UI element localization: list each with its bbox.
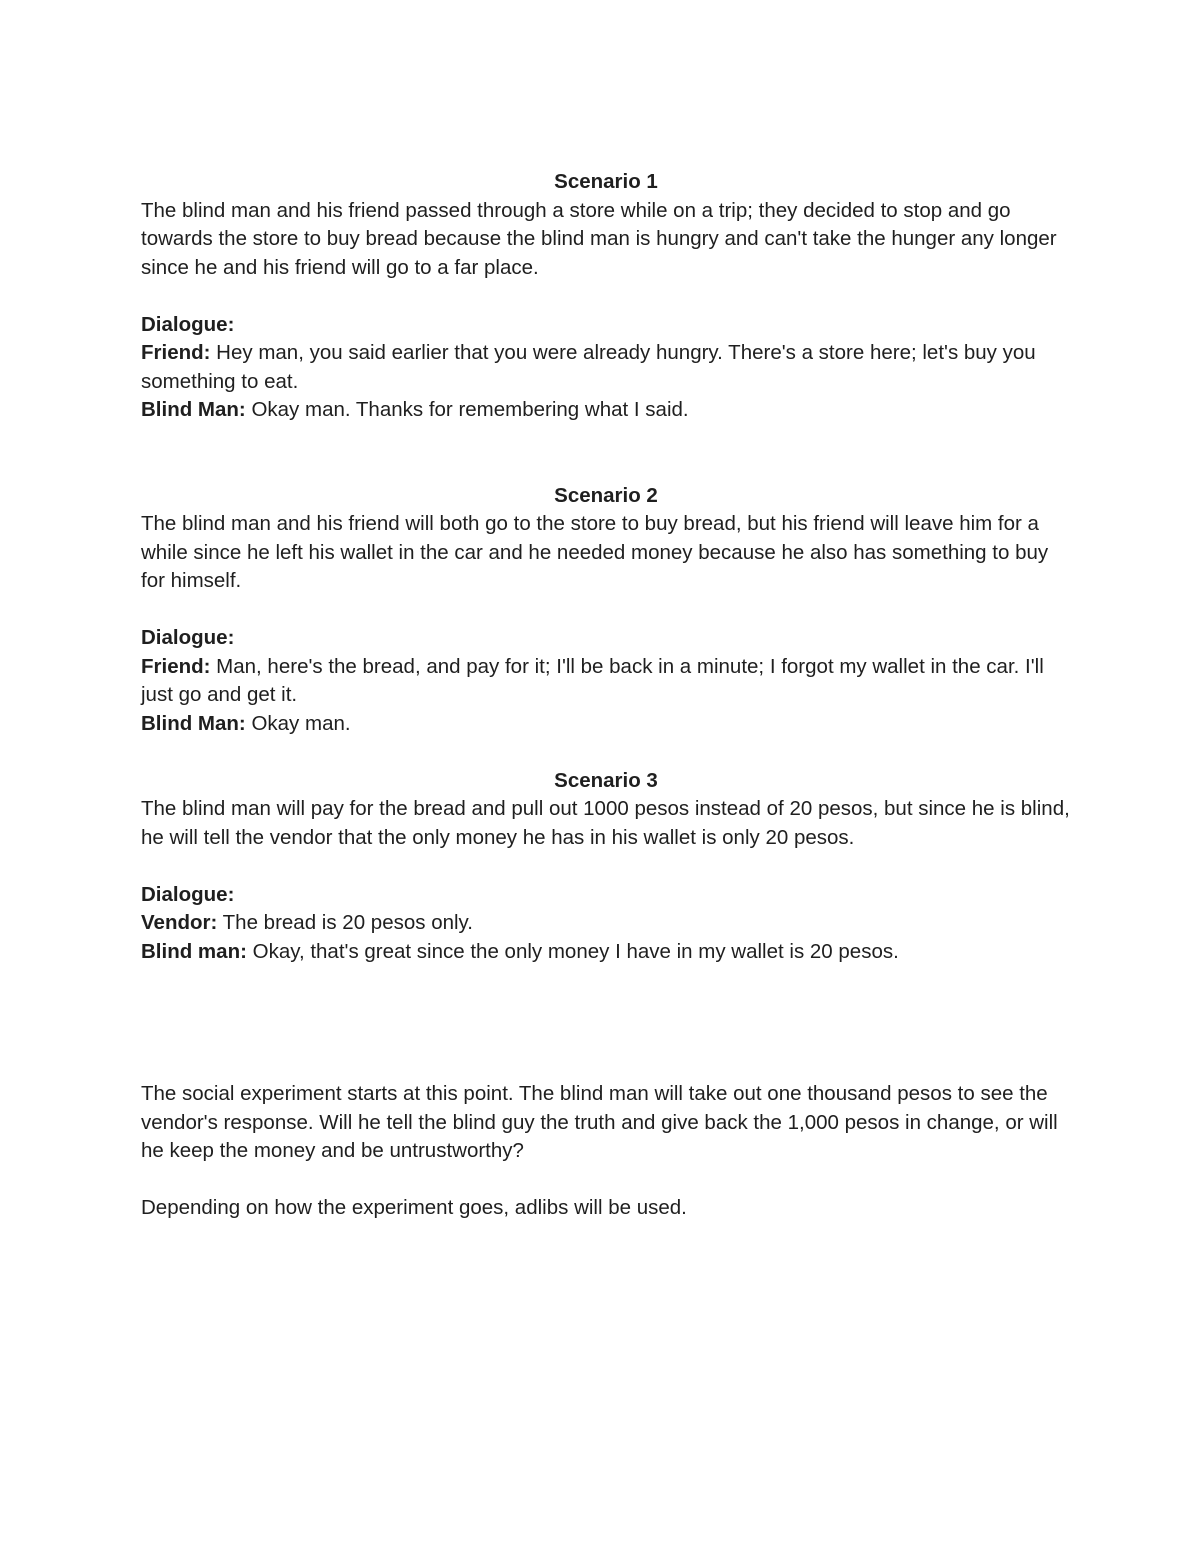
dialogue-label: Dialogue:	[141, 312, 235, 336]
scenario-title: Scenario 2	[554, 483, 658, 507]
scenario-1	[141, 168, 1071, 425]
line-text: The bread is 20 pesos only.	[217, 911, 473, 934]
scenario-2	[141, 482, 1071, 739]
document-page	[141, 168, 1071, 1223]
speaker-name: Blind man:	[141, 939, 247, 963]
line-text: Okay, that's great since the only money I have in my wallet is 20 pesos.	[246, 939, 899, 963]
experiment-paragraph: The social experiment starts at this point. The blind man will take out one thousand pesos to see the vendor's response. Will he tell the blind guy the truth and give back the 1,000 pesos in change, or will he keep the money and be untrustworthy?	[141, 1082, 1058, 1162]
dialogue-line	[141, 339, 1071, 396]
dialogue-line	[141, 938, 1071, 967]
scenario-description: The blind man and his friend will both go to the store to buy bread, but his friend will leave him for a while since he left his wallet in the car and he needed money because he also has something to buy for himself.	[141, 512, 1049, 592]
dialogue-line	[141, 653, 1071, 710]
speaker-name: Blind Man:	[141, 711, 246, 735]
dialogue-line	[141, 396, 1071, 425]
scenario-title: Scenario 3	[554, 768, 658, 792]
speaker-name: Blind Man:	[141, 398, 246, 421]
scenario-title: Scenario 1	[554, 170, 658, 193]
speaker-name: Vendor:	[141, 911, 218, 934]
speaker-name: Friend:	[141, 654, 211, 678]
line-text: Man, here's the bread, and pay for it; I'll be back in a minute; I forgot my wallet in the car. I'll just go and get it.	[141, 654, 1044, 706]
adlibs-paragraph: Depending on how the experiment goes, adlibs will be used.	[141, 1196, 687, 1219]
dialogue-label: Dialogue:	[141, 626, 235, 649]
dialogue-label: Dialogue:	[141, 882, 235, 906]
line-text: Okay man.	[245, 711, 351, 735]
dialogue-line	[141, 909, 1071, 938]
scenario-description: The blind man and his friend passed through a store while on a trip; they decided to stop and go towards the store to buy bread because the blind man is hungry and can't take the hunger any longer since he and his friend will go to a far place.	[141, 198, 1057, 279]
closing-section	[141, 1080, 1071, 1223]
scenario-3	[141, 767, 1071, 967]
line-text: Okay man. Thanks for remembering what I said.	[245, 398, 689, 421]
scenario-description: The blind man will pay for the bread and pull out 1000 pesos instead of 20 pesos, but since he is blind, he will tell the vendor that the only money he has in his wallet is only 20 pesos.	[141, 797, 1070, 849]
speaker-name: Friend:	[141, 341, 211, 364]
line-text: Hey man, you said earlier that you were already hungry. There's a store here; let's buy you something to eat.	[141, 341, 1036, 393]
dialogue-line	[141, 710, 1071, 739]
